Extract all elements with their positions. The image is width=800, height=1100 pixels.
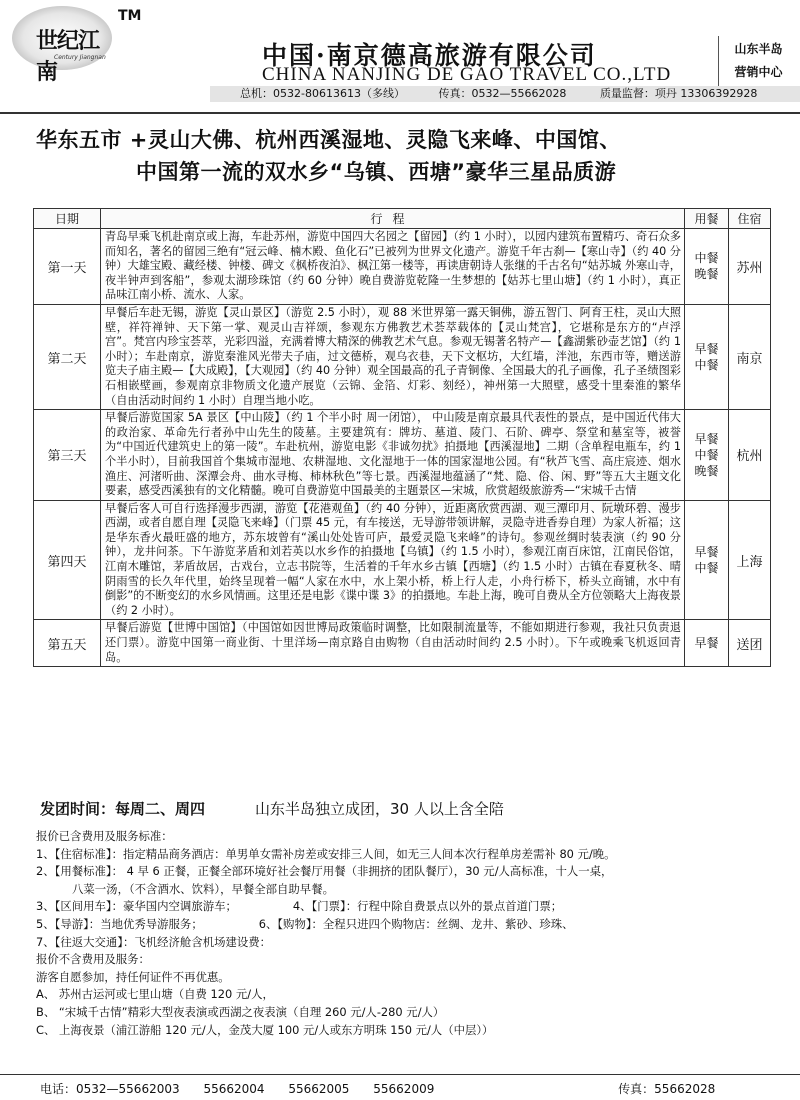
footer-phone: 55662009 [373, 1082, 435, 1096]
note-item: 5、【导游】：当地优秀导游服务； [36, 916, 203, 931]
itinerary-cell: 早餐后车赴无锡，游览【灵山景区】（游览 2.5 小时），观 88 米世界第一露天铜佛，游五智门、阿育王柱，灵山大照壁，祥符禅钟、天下第一掌、观灵山吉祥颂，参观东方佛教艺术荟萃载体的【灵山梵宫】，它堪称是东方的“卢浮宫”。梵宫内珍宝荟萃，光彩四溢，充满着博大精深的佛教艺术气息。参观无锡著名特产—【鑫湖紫砂壶艺馆】（约 1 小时）；车赴南京，游览秦淮风光带夫子庙，过文德桥，观乌衣巷，天下文枢坊，大红墙，泮池，东西市等，赠送游览夫子庙主殿—【大成殿】，【大观园】（约 40 分钟）观全国最高的孔子青铜像、全国最大的孔子画像，孔子圣绩图彩石相嵌壁画，参观南京非物质文化遗产展览（云锦、金箔、灯彩、刻经），神州第一大照壁，感受十里秦淮的繁华（自由活动时间约 1 小时）自理当地小吃。 [101, 304, 685, 409]
note-row [36, 898, 776, 916]
note-item: 游客自愿参加，持任何证件不再优惠。 [36, 969, 230, 984]
option-item: A、 苏州古运河或七里山塘（自费 120 元/人， [36, 987, 274, 1002]
logo-subtitle: Century Jiangnan [54, 54, 106, 61]
page-title-line2: 中国第一流的双水乡“乌镇、西塘”豪华三星品质游 [136, 160, 617, 184]
company-logo [12, 6, 112, 85]
note-item: 八菜一汤，（不含酒水、饮料），早餐全部自助早餐。 [72, 881, 334, 896]
note-item: 1、【住宿标准】：指定精品商务酒店：单男单女需补房差或安排三人间，如无三人间本次行程单房差需补 80 元/晚。 [36, 846, 616, 861]
stay-cell: 苏州 [729, 229, 771, 305]
price-notes [36, 828, 776, 1039]
day-cell: 第五天 [34, 620, 101, 667]
table-header-row [34, 209, 771, 229]
stay-cell: 杭州 [729, 410, 771, 501]
meal-cell: 早餐 中餐 晚餐 [685, 410, 729, 501]
header-stay: 住宿 [729, 209, 771, 229]
footer-phone: 55662005 [288, 1082, 350, 1096]
itinerary-cell: 早餐后游览【世博中国馆】（中国馆如因世博局政策临时调整，比如限制流量等，不能如期进行参观，我社只负责退还门票）。游览中国第一商业街、十里洋场—南京路自由购物（自由活动时间约 2.5 小时）。下午或晚乘飞机返回青岛。 [101, 620, 685, 667]
departure-info [40, 798, 504, 819]
header-divider [0, 112, 800, 114]
option-item: C、 上海夜景（浦江游船 120 元/人，金茂大厦 100 元/人或东方明珠 150 元/人（中层）） [36, 1022, 494, 1037]
footer-phone: 55662004 [203, 1082, 265, 1096]
region-box [718, 36, 798, 86]
footer-phone: 电话：0532—55662003 [40, 1082, 180, 1096]
day-cell: 第四天 [34, 500, 101, 620]
notes-heading-2: 报价不含费用及服务： [36, 952, 150, 967]
contact-bar [210, 86, 800, 102]
day-cell: 第三天 [34, 410, 101, 501]
logo-text: 世纪江南 [36, 28, 100, 85]
note-item: 3、【区间用车】：豪华国内空调旅游车； [36, 899, 237, 914]
contact-hotline: 总机：0532-80613613（多线） [240, 87, 405, 100]
meal-cell: 早餐 中餐 [685, 500, 729, 620]
itinerary-cell: 早餐后游览国家 5A 景区【中山陵】（约 1 个半小时 周一闭馆）， 中山陵是南京最具代表性的景点，是中国近代伟大的政治家、革命先行者孙中山先生的陵墓。主要建筑有：牌坊、墓道、陵门、石阶、碑亭、祭堂和墓室等，被誉为“中国近代建筑史上的第一陵”。车赴杭州，游览电影《非诚勿扰》拍摄地【西溪湿地】二期（含单程电瓶车，约 1 个半小时），目前我国首个集城市湿地、农耕湿地、文化湿地于一体的国家湿地公园。有“秋芦飞雪、高庄宸迹、烟水渔庄、河渚听曲、深潭会舟、曲水寻梅、柿林秋色”等七景。西溪湿地蕴涵了“梵、隐、俗、闲、野”等五大主题文化要素，感受西溪独有的文化精髓。晚可自费游览中国最美的主题景区—宋城，欣赏超级旅游秀—“宋城千古情 [101, 410, 685, 501]
company-name-cn: 中国·南京德高旅游有限公司 [262, 41, 597, 70]
region-line2: 营销中心 [734, 65, 783, 79]
page-title-line1: 华东五市 +灵山大佛、杭州西溪湿地、灵隐飞来峰、中国馆、 [36, 128, 621, 152]
footer-divider [0, 1074, 800, 1075]
itinerary-cell: 早餐后客人可自行选择漫步西湖，游览【花港观鱼】（约 40 分钟），近距离欣赏西湖、观三潭印月、阮墩环碧、漫步西湖，或者自愿自理【灵隐飞来峰】（门票 45 元，有车接送，无导游带领讲解，灵隐寺进香券自理）为家人祈福；这是华东香火最旺盛的地方，苏东坡曾有“溪山处处皆可庐，最爱灵隐飞来峰”的诗句。参观丝绸时装表演（约 90 分钟），龙井问茶。下午游览茅盾和刘若英以水乡作的拍摄地【乌镇】（约 1.5 小时），参观江南百床馆，江南民俗馆，江南木雕馆，茅盾故居，古戏台，立志书院等，生活着的千年水乡古镇【西塘】（约 1.5 小时）古镇在春夏秋冬、晴阴雨雪的长久年代里，始终呈现着一幅“人家在水中，水上架小桥，桥上行人走，小舟行桥下，桥头立商铺，水中有倒影”的不断变幻的水乡风情画。这里还是电影《谍中谍 3》的拍摄地。车赴上海，晚可自费从全方位领略大上海夜景（约 2 小时）。 [101, 500, 685, 620]
table-row [34, 620, 771, 667]
option-item: B、 “宋城千古情”精彩大型夜表演或西湖之夜表演（自理 260 元/人-280 元/人） [36, 1004, 445, 1019]
stay-cell: 南京 [729, 304, 771, 409]
itinerary-table [33, 208, 771, 667]
footer-contact [40, 1080, 715, 1097]
itinerary-cell: 青岛早乘飞机赴南京或上海，车赴苏州，游览中国四大名园之【留园】（约 1 小时），以园内建筑布置精巧、奇石众多而知名，著名的留园三绝有“冠云峰、楠木殿、鱼化石”已被列为世界文化遗产。游览千年古刹—【寒山寺】（约 40 分钟）大雄宝殿、藏经楼、钟楼、碑文《枫桥夜泊》、枫江第一楼等，再读唐朝诗人张继的千古名句“姑苏城 外寒山寺，夜半钟声到客船”，参观太湖珍珠馆（约 60 分钟）晚自费游览乾隆一生梦想的【姑苏七里山塘】（约 1 小时），真正品味江南小桥、流水、人家。 [101, 229, 685, 305]
stay-cell: 上海 [729, 500, 771, 620]
region-line1: 山东半岛 [734, 42, 783, 56]
meal-cell: 早餐 [685, 620, 729, 667]
header-day: 日期 [34, 209, 101, 229]
stay-cell: 送团 [729, 620, 771, 667]
notes-heading: 报价已含费用及服务标准： [36, 829, 173, 843]
table-row [34, 410, 771, 501]
meal-cell: 中餐 晚餐 [685, 229, 729, 305]
contact-quality: 质量监督：项丹 13306392928 [599, 87, 758, 100]
trademark-mark: TM [118, 8, 142, 24]
departure-time: 发团时间：每周二、周四 [40, 800, 206, 818]
note-item: 4、【门票】：行程中除自费景点以外的景点首道门票； [292, 899, 563, 914]
company-name-en: CHINA NANJING DE GAO TRAVEL CO.,LTD [262, 64, 672, 85]
contact-fax: 传真：0532—55662028 [438, 87, 567, 100]
table-row [34, 304, 771, 409]
note-item: 2、【用餐标准】： 4 早 6 正餐，正餐全部环境好社会餐厅用餐（非拥挤的团队餐厅），30 元/人高标准，十人一桌， [36, 864, 613, 879]
note-item: 7、【往返大交通】：飞机经济舱含机场建设费： [36, 934, 272, 949]
table-row [34, 500, 771, 620]
note-row [36, 916, 776, 934]
day-cell: 第一天 [34, 229, 101, 305]
day-cell: 第二天 [34, 304, 101, 409]
header-itinerary [101, 209, 685, 229]
footer-fax: 传真：55662028 [618, 1082, 716, 1096]
header-meal: 用餐 [685, 209, 729, 229]
departure-group: 山东半岛独立成团，30 人以上含全陪 [255, 800, 504, 818]
table-row [34, 229, 771, 305]
header [0, 0, 800, 104]
meal-cell: 早餐 中餐 [685, 304, 729, 409]
header-itinerary-label: 行程 [370, 212, 415, 226]
note-item: 6、【购物】：全程只进四个购物店：丝绸、龙井、紫砂、珍珠、 [258, 916, 574, 931]
